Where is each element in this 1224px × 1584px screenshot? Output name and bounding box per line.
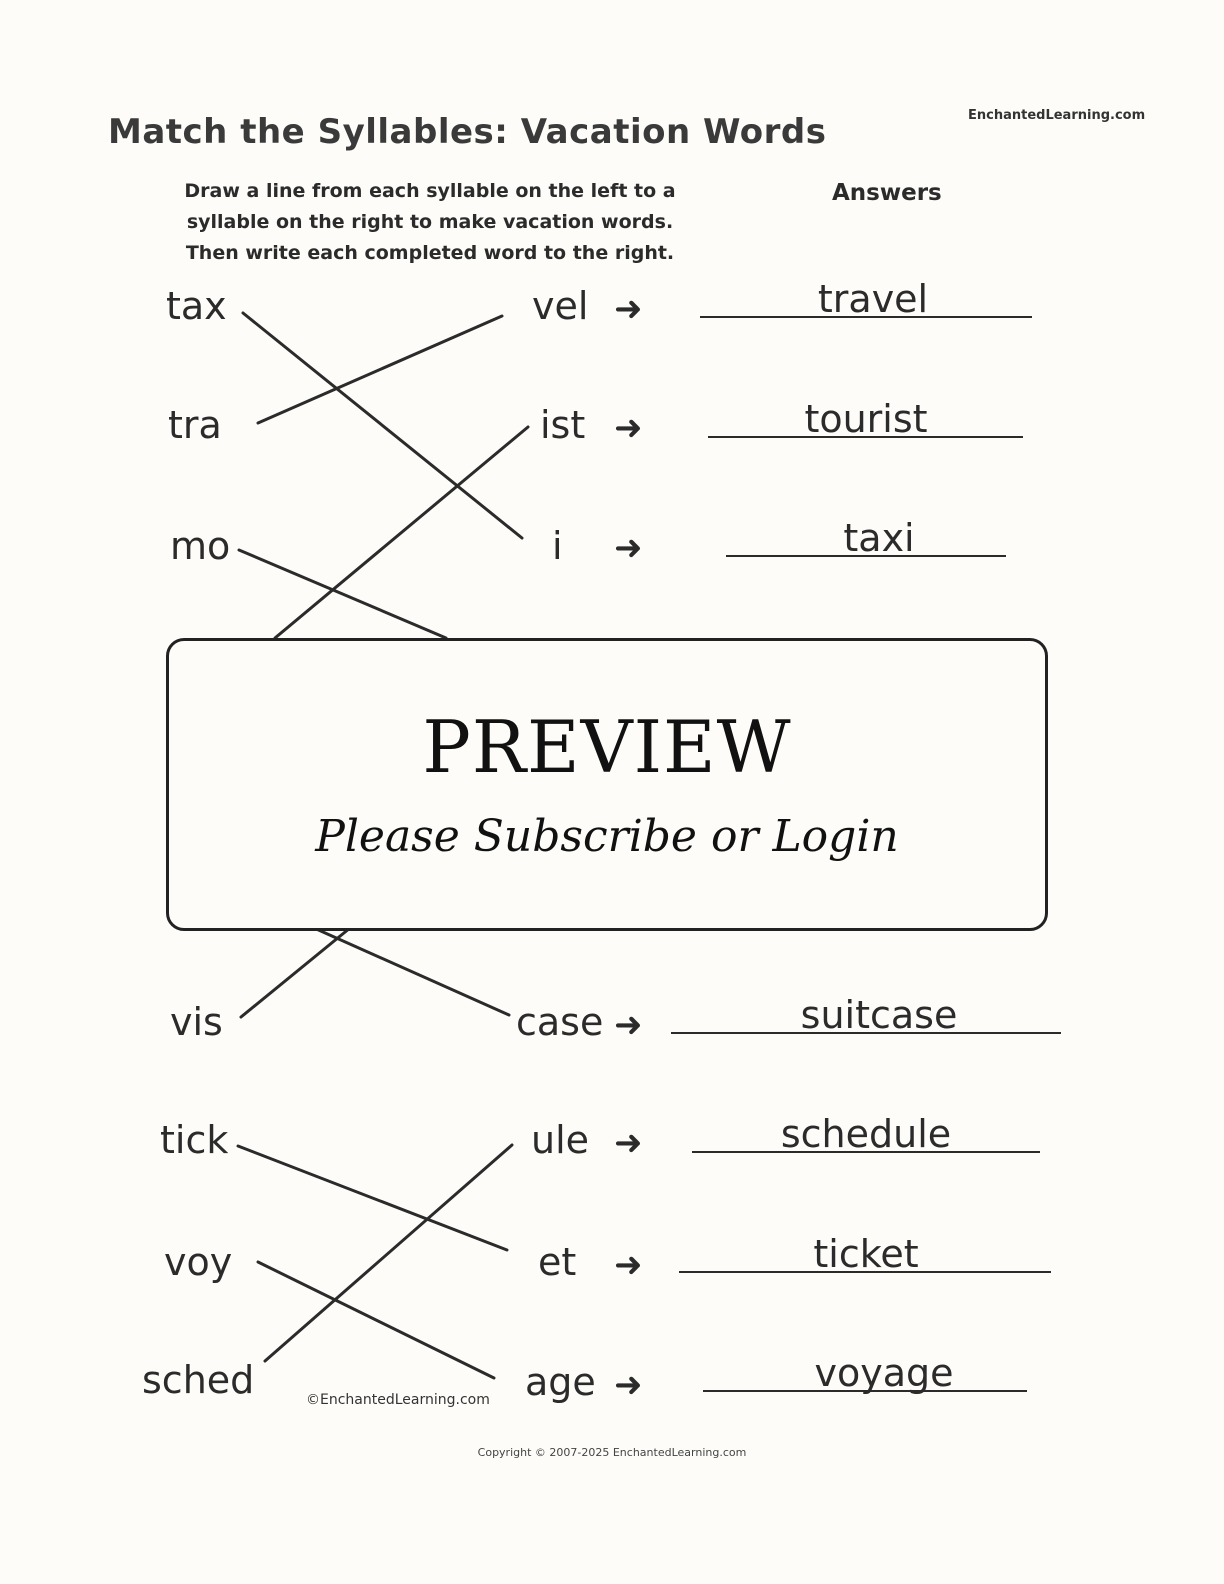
match-line-voy-age — [258, 1262, 494, 1378]
arrow-icon: ➜ — [614, 528, 643, 568]
match-line-vis — [241, 928, 350, 1017]
match-line-mo — [239, 550, 446, 638]
worksheet-credit: ©EnchantedLearning.com — [306, 1392, 490, 1408]
left-syllable: voy — [164, 1240, 233, 1284]
match-line-ist — [275, 427, 528, 638]
match-line-sched-ule — [265, 1145, 512, 1361]
left-syllable: tra — [168, 403, 222, 447]
answer-word: schedule — [780, 1112, 952, 1156]
right-syllable: ule — [531, 1118, 590, 1162]
right-syllable: ist — [540, 403, 586, 447]
answer-word: taxi — [843, 516, 915, 560]
instructions-line: Then write each completed word to the right. — [185, 242, 675, 264]
instructions-line: syllable on the right to make vacation words. — [186, 211, 674, 233]
site-logo-text[interactable]: EnchantedLearning.com — [968, 108, 1146, 123]
preview-title: PREVIEW — [422, 705, 792, 789]
page-title: Match the Syllables: Vacation Words — [108, 112, 827, 152]
match-line-tra-vel — [258, 316, 502, 423]
right-syllable: vel — [532, 284, 589, 328]
answers-heading: Answers — [832, 180, 942, 206]
left-syllable: mo — [170, 524, 231, 568]
arrow-icon: ➜ — [614, 1245, 643, 1285]
answer-word: suitcase — [800, 993, 958, 1037]
right-syllable: age — [525, 1360, 596, 1404]
arrow-icon: ➜ — [614, 1123, 643, 1163]
match-line-case — [314, 928, 509, 1015]
left-syllable: tick — [160, 1118, 229, 1162]
copyright-footer: Copyright © 2007-2025 EnchantedLearning.com — [477, 1446, 747, 1459]
right-syllable: et — [538, 1240, 577, 1284]
right-syllable: i — [552, 524, 563, 568]
left-syllable: tax — [166, 284, 227, 328]
right-syllable: case — [516, 1000, 604, 1044]
arrow-icon: ➜ — [614, 1365, 643, 1405]
answer-word: travel — [817, 277, 929, 321]
answer-word: ticket — [813, 1232, 919, 1276]
answer-word: tourist — [804, 397, 928, 441]
left-syllable: sched — [142, 1358, 255, 1402]
arrow-icon: ➜ — [614, 408, 643, 448]
preview-overlay[interactable] — [166, 638, 1048, 931]
left-syllable: vis — [170, 1000, 223, 1044]
instructions-line: Draw a line from each syllable on the left to a — [184, 180, 676, 202]
subscribe-login-link[interactable]: Please Subscribe or Login — [315, 811, 899, 862]
match-line-tick-et — [238, 1146, 507, 1250]
arrow-icon: ➜ — [614, 1005, 643, 1045]
answer-word: voyage — [814, 1351, 954, 1395]
match-line-tax-i — [243, 313, 522, 538]
arrow-icon: ➜ — [614, 289, 643, 329]
